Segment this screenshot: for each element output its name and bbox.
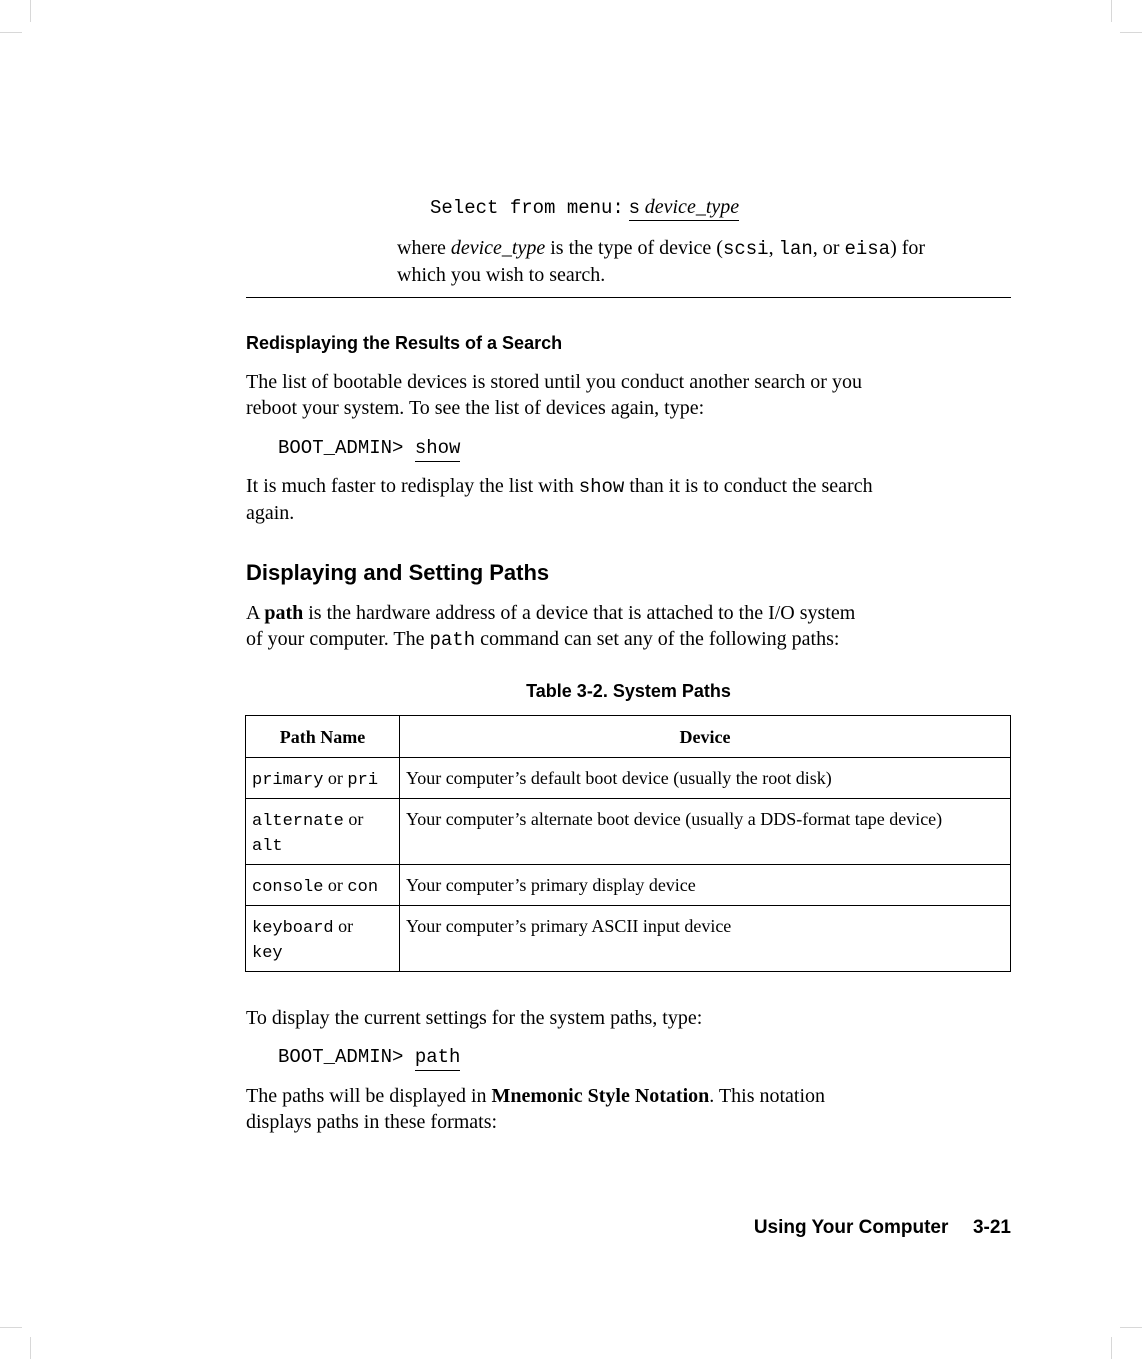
text: is the hardware address of a device that is attached to the I/O system xyxy=(308,602,856,624)
crop-mark xyxy=(0,1327,22,1328)
text: where xyxy=(397,237,446,259)
eisa-code: eisa xyxy=(844,238,891,260)
page-footer xyxy=(754,1217,1011,1239)
text: than it is to conduct the search xyxy=(629,475,873,497)
text: . This notation xyxy=(709,1085,826,1107)
crop-mark xyxy=(30,1337,31,1359)
path-name: alternate xyxy=(252,812,344,831)
crop-mark xyxy=(0,32,22,33)
text: It is much faster to redisplay the list with xyxy=(246,475,574,497)
text: again. xyxy=(246,502,295,524)
scsi-code: scsi xyxy=(722,238,769,260)
path-command: path xyxy=(415,1046,461,1071)
path-name: primary xyxy=(252,771,324,790)
lan-code: lan xyxy=(778,238,813,260)
boot-admin-prompt: BOOT_ADMIN> xyxy=(278,437,404,459)
path-term: path xyxy=(264,602,304,624)
text: reboot your system. To see the list of devices again, type: xyxy=(246,397,705,419)
text: A xyxy=(246,602,260,624)
path-name-cell xyxy=(246,758,400,799)
redisplay-paragraph xyxy=(246,369,862,421)
page-number: 3-21 xyxy=(972,1217,1011,1238)
section-heading: Displaying and Setting Paths xyxy=(246,560,550,585)
mnemonic-notation-term: Mnemonic Style Notation xyxy=(491,1085,710,1107)
path-name-cell xyxy=(246,906,400,972)
table-caption: Table 3-2. System Paths xyxy=(526,681,731,701)
path-code: path xyxy=(429,629,476,651)
show-code: show xyxy=(578,476,625,498)
text: or xyxy=(327,768,343,788)
crop-mark xyxy=(30,0,31,22)
menu-argument: device_type xyxy=(644,196,740,218)
display-settings-paragraph: To display the current settings for the system paths, type: xyxy=(246,1007,703,1029)
menu-command: s xyxy=(628,197,640,219)
show-command-line xyxy=(278,437,460,459)
section-divider xyxy=(246,297,1011,298)
path-name-cell xyxy=(246,799,400,865)
text: or xyxy=(348,809,364,829)
crop-mark xyxy=(1111,1337,1112,1359)
text: The list of bootable devices is stored until you conduct another search or you xyxy=(246,371,862,393)
show-command: show xyxy=(415,437,461,462)
crop-mark xyxy=(1120,1327,1142,1328)
boot-admin-prompt: BOOT_ADMIN> xyxy=(278,1046,404,1068)
where-paragraph xyxy=(397,235,1017,288)
text: ) for xyxy=(890,237,926,259)
text: or xyxy=(327,875,343,895)
column-header-path-name: Path Name xyxy=(246,716,400,758)
text: which you wish to search. xyxy=(397,264,606,286)
text: of your computer. The xyxy=(246,628,425,650)
device-cell: Your computer’s default boot device (usually the root disk) xyxy=(400,758,1011,799)
device-type-term: device_type xyxy=(450,237,546,259)
text: or xyxy=(338,916,354,936)
table-row xyxy=(246,865,1011,906)
paths-paragraph xyxy=(246,600,855,653)
text: is the type of device ( xyxy=(550,237,723,259)
path-abbrev: pri xyxy=(347,771,379,790)
path-abbrev: key xyxy=(252,944,283,963)
table-row xyxy=(246,758,1011,799)
path-name-cell xyxy=(246,865,400,906)
text: The paths will be displayed in xyxy=(246,1085,487,1107)
table-row xyxy=(246,799,1011,865)
text: displays paths in these formats: xyxy=(246,1111,498,1133)
crop-mark xyxy=(1111,0,1112,22)
crop-mark xyxy=(1120,32,1142,33)
menu-prompt-label: Select from menu: xyxy=(430,197,624,219)
column-header-device: Device xyxy=(400,716,1011,758)
path-abbrev: alt xyxy=(252,837,283,856)
table-header-row xyxy=(246,716,1011,758)
path-name: keyboard xyxy=(252,919,334,938)
device-cell: Your computer’s alternate boot device (usually a DDS-format tape device) xyxy=(400,799,1011,865)
notation-paragraph xyxy=(246,1083,825,1135)
text: , or xyxy=(812,237,840,259)
device-cell: Your computer’s primary ASCII input device xyxy=(400,906,1011,972)
subsection-heading: Redisplaying the Results of a Search xyxy=(246,333,563,353)
system-paths-table xyxy=(245,715,1011,972)
text: command can set any of the following paths: xyxy=(480,628,840,650)
path-name: console xyxy=(252,878,324,897)
footer-title: Using Your Computer xyxy=(753,1217,949,1238)
device-cell: Your computer’s primary display device xyxy=(400,865,1011,906)
path-abbrev: con xyxy=(347,878,379,897)
text: , xyxy=(768,237,774,259)
redisplay-note xyxy=(246,473,873,526)
path-command-line xyxy=(278,1046,460,1068)
menu-prompt xyxy=(430,196,739,219)
table-row xyxy=(246,906,1011,972)
